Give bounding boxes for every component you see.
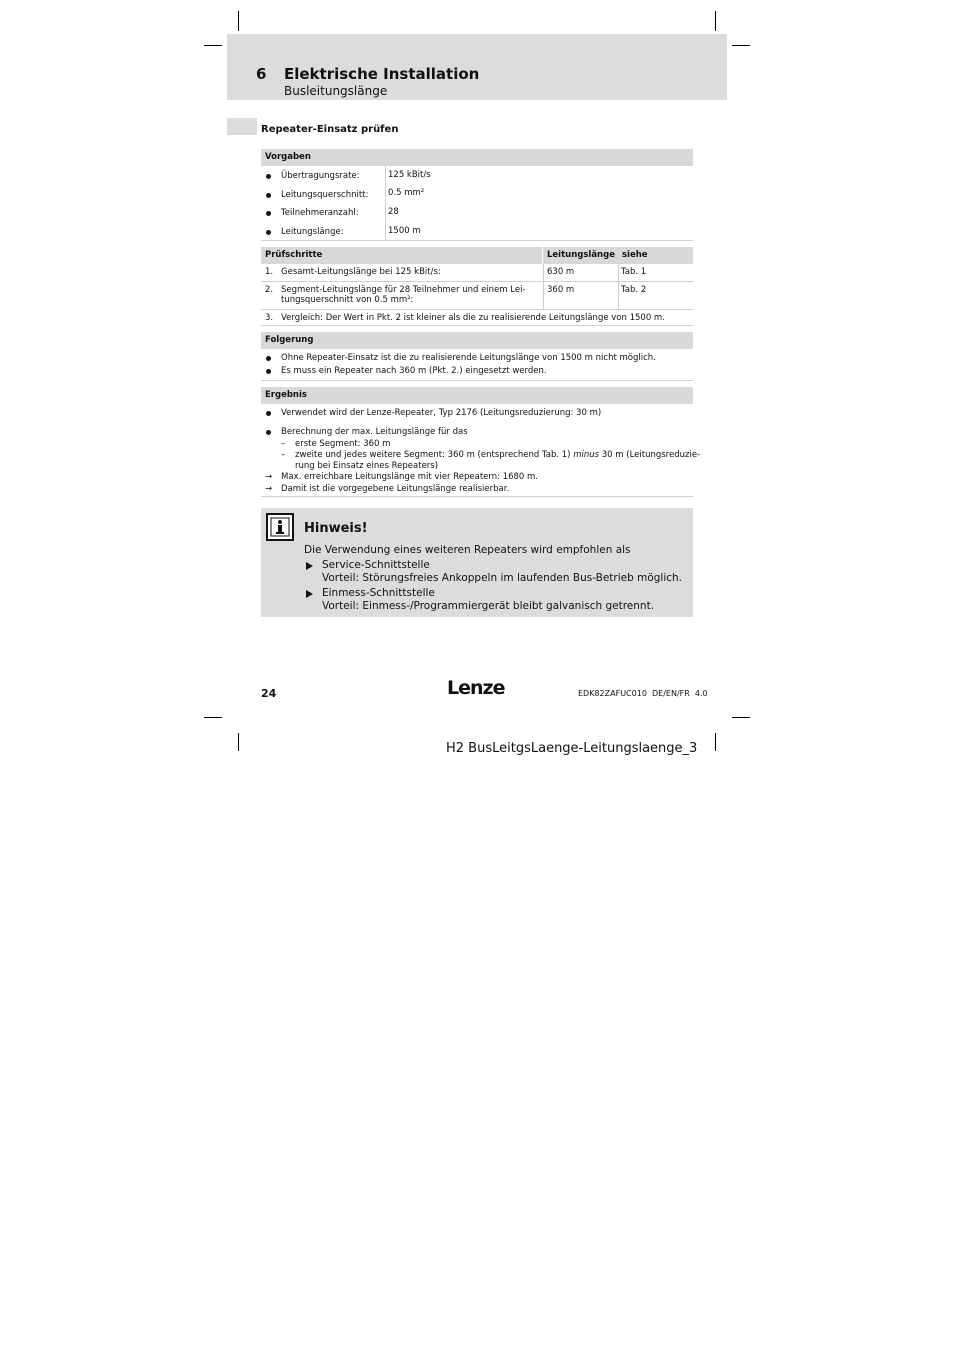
bullet-icon: [266, 211, 271, 216]
step-number: 3.: [265, 313, 274, 323]
arrow-icon: →: [265, 472, 273, 482]
ergebnis-subitem: erste Segment: 360 m: [295, 439, 391, 449]
side-tab: [227, 118, 257, 135]
ergebnis-subitem-b: 30 m (Leitungsreduzie-: [601, 450, 701, 460]
step-ref: Tab. 2: [621, 285, 647, 295]
crop-mark: [732, 45, 750, 46]
ergebnis-heading: Ergebnis: [261, 387, 693, 404]
ergebnis-result: Max. erreichbare Leitungslänge mit vier Repeatern: 1680 m.: [281, 472, 539, 482]
arrow-icon: →: [265, 484, 273, 494]
ergebnis-subitem-a: zweite und jedes weitere Segment: 360 m (entsprechend Tab. 1): [295, 450, 571, 460]
vorgaben-divider: [385, 166, 386, 240]
folgerung-item: Ohne Repeater-Einsatz ist die zu realisierende Leitungslänge von 1500 m nicht möglich.: [281, 353, 656, 363]
step-length: 630 m: [547, 267, 575, 277]
folgerung-rule: [261, 380, 693, 381]
bullet-icon: [266, 411, 271, 416]
pruef-header-ref: siehe: [618, 247, 693, 264]
crop-mark: [732, 717, 750, 718]
pruef-header-length: Leitungslänge: [543, 247, 618, 264]
vorgaben-value: 0.5 mm²: [388, 188, 425, 198]
bullet-icon: [266, 369, 271, 374]
note-intro: Die Verwendung eines weiteren Repeaters wird empfohlen als: [304, 544, 631, 556]
section-title: Repeater-Einsatz prüfen: [261, 124, 399, 135]
vorgaben-label: Teilnehmeranzahl:: [281, 208, 359, 218]
crop-mark: [204, 717, 222, 718]
folgerung-heading: Folgerung: [261, 332, 693, 349]
table-rule: [261, 281, 693, 282]
note-item-detail: Vorteil: Störungsfreies Ankoppeln im laufenden Bus-Betrieb möglich.: [322, 572, 683, 584]
step-text: Gesamt-Leitungslänge bei 125 kBit/s:: [281, 267, 441, 277]
table-rule: [261, 325, 693, 326]
step-ref: Tab. 1: [621, 267, 647, 277]
folgerung-item: Es muss ein Repeater nach 360 m (Pkt. 2.) eingesetzt werden.: [281, 366, 547, 376]
crop-mark: [715, 733, 716, 751]
crop-mark: [204, 45, 222, 46]
crop-mark: [238, 11, 239, 31]
ergebnis-subitem: [295, 450, 700, 460]
lenze-logo: Lenze: [447, 677, 505, 699]
page-number: 24: [261, 687, 277, 700]
vorgaben-label: Leitungsquerschnitt:: [281, 190, 369, 200]
bullet-icon: [266, 430, 271, 435]
step-length: 360 m: [547, 285, 575, 295]
vorgaben-value: 1500 m: [388, 226, 421, 236]
table-divider: [543, 264, 544, 309]
ergebnis-item: Verwendet wird der Lenze-Repeater, Typ 2176 (Leitungsreduzierung: 30 m): [281, 408, 602, 418]
bullet-icon: [266, 356, 271, 361]
bullet-icon: [266, 174, 271, 179]
dash-icon: –: [281, 439, 286, 449]
step-number: 2.: [265, 285, 274, 295]
note-item-label: Einmess-Schnittstelle: [322, 587, 435, 599]
chapter-subtitle: Busleitungslänge: [284, 84, 388, 98]
table-divider: [618, 264, 619, 309]
vorgaben-bottom-rule: [261, 240, 693, 241]
crop-mark: [715, 11, 716, 31]
triangle-right-icon: [306, 562, 313, 570]
note-item-label: Service-Schnittstelle: [322, 559, 430, 571]
vorgaben-heading: Vorgaben: [261, 149, 693, 166]
ergebnis-result: Damit ist die vorgegebene Leitungslänge realisierbar.: [281, 484, 510, 494]
bullet-icon: [266, 230, 271, 235]
dash-icon: –: [281, 450, 286, 460]
pruef-header-steps: Prüfschritte: [261, 247, 542, 264]
ergebnis-subitem-cont: rung bei Einsatz eines Repeaters): [295, 461, 439, 471]
table-rule: [261, 309, 693, 310]
vorgaben-label: Übertragungsrate:: [281, 171, 360, 181]
ergebnis-item: Berechnung der max. Leitungslänge für das: [281, 427, 468, 437]
bullet-icon: [266, 193, 271, 198]
note-title: Hinweis!: [304, 521, 368, 536]
ergebnis-subitem-minus: minus: [573, 450, 600, 460]
vorgaben-value: 28: [388, 207, 399, 217]
doc-id: EDK82ZAFUC010 DE/EN/FR 4.0: [578, 689, 708, 698]
triangle-right-icon: [306, 590, 313, 598]
vorgaben-label: Leitungslänge:: [281, 227, 344, 237]
step-text: Segment-Leitungslänge für 28 Teilnehmer und einem Lei-: [281, 285, 526, 295]
step-text: Vergleich: Der Wert in Pkt. 2 ist kleiner als die zu realisierende Leitungslänge von 1500 m.: [281, 313, 665, 323]
chapter-number: 6: [256, 65, 267, 83]
ergebnis-rule: [261, 496, 693, 497]
step-text-cont: tungsquerschnitt von 0.5 mm²:: [281, 295, 414, 305]
note-item-detail: Vorteil: Einmess-/Programmiergerät bleibt galvanisch getrennt.: [322, 600, 655, 612]
step-number: 1.: [265, 267, 274, 277]
vorgaben-value: 125 kBit/s: [388, 170, 431, 180]
info-icon: [266, 513, 294, 541]
crop-mark: [238, 733, 239, 751]
chapter-title: Elektrische Installation: [284, 65, 480, 83]
document-slug: H2 BusLeitgsLaenge-Leitungslaenge_3: [446, 741, 698, 756]
